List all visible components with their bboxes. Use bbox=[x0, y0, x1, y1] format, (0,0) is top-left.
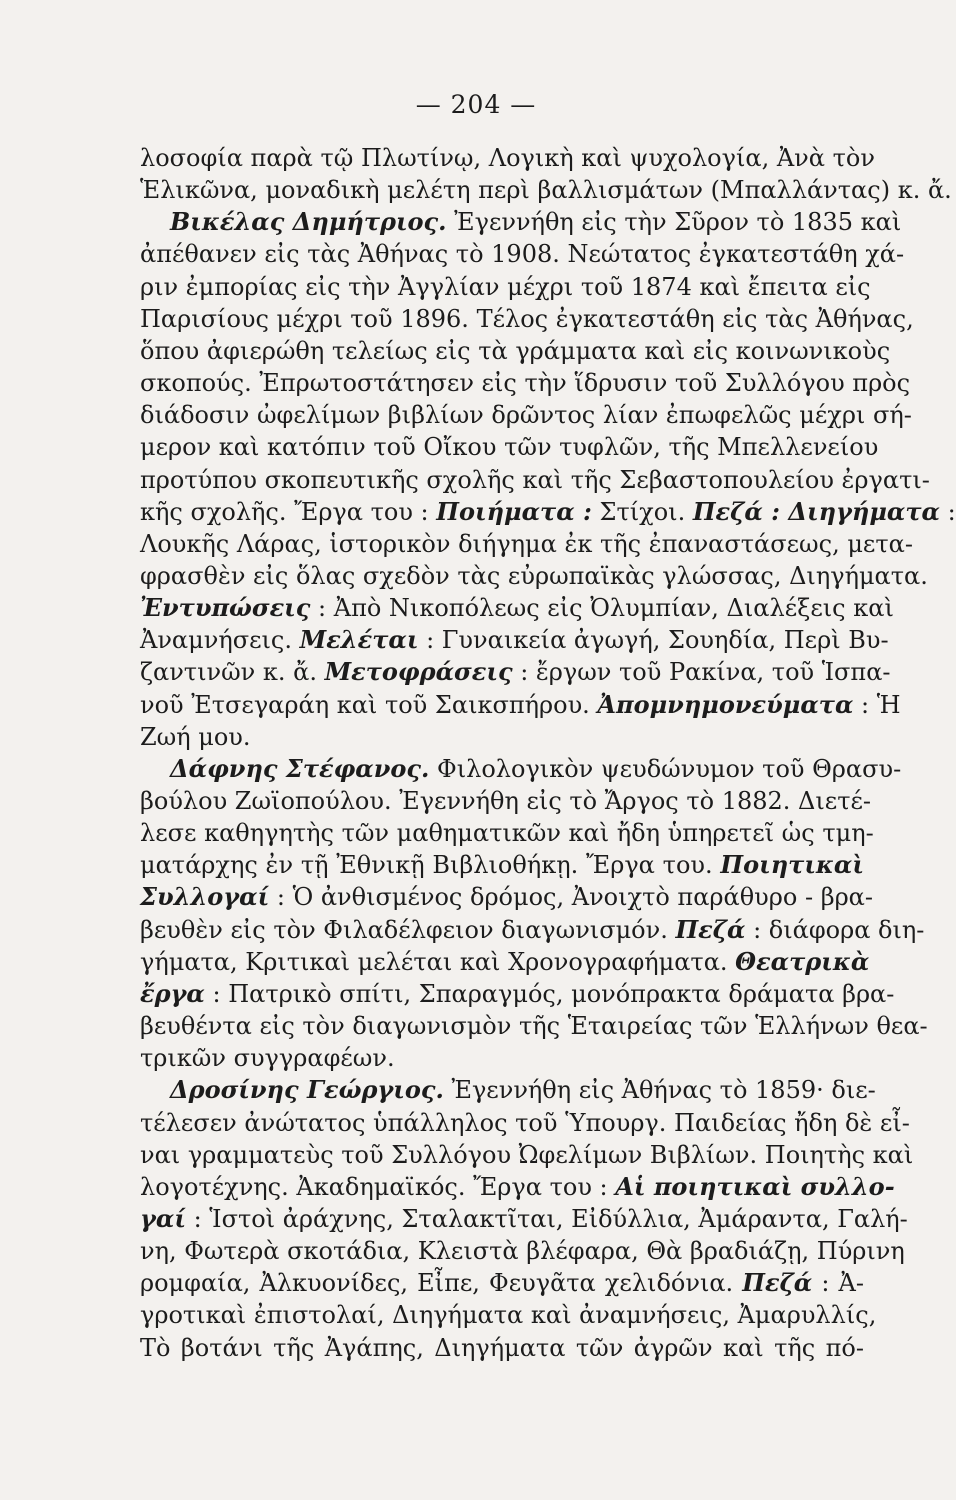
text-segment: ὅπου ἀφιερώθη τελείως εἰς τὰ γράμματα καὶ εἰς κοινωνικοὺς bbox=[140, 336, 891, 365]
text-segment: Τὸ βοτάνι τῆς Ἀγάπης, Διηγήματα τῶν ἀγρῶν καὶ τῆς πό- bbox=[140, 1333, 864, 1362]
emphasis-text: Πεζά bbox=[675, 914, 746, 944]
text-line bbox=[140, 464, 930, 496]
text-segment: : bbox=[940, 497, 956, 526]
text-line bbox=[140, 978, 895, 1010]
text-segment: λοσοφία παρὰ τῷ Πλωτίνῳ, Λογικὴ καὶ ψυχολογία, Ἀνὰ τὸν bbox=[140, 144, 875, 172]
text-segment: Ἑλικῶνα, μοναδικὴ μελέτη περὶ βαλλισμάτων (Μπαλλάντας) κ. ἄ. bbox=[140, 176, 952, 205]
text-segment: Ἐγεννήθη εἰς τὴν Σῦρον τὸ 1835 καὶ bbox=[446, 208, 902, 237]
text-line bbox=[140, 303, 914, 335]
text-segment: ρομφαία, Ἀλκυονίδες, Εἶπε, Φευγᾶτα χελιδόνια. bbox=[140, 1269, 743, 1298]
text-line bbox=[140, 238, 905, 270]
text-segment: διάδοσιν ὠφελίμων βιβλίων δρῶντος λίαν ἐπωφελῶς μέχρι σή- bbox=[140, 401, 912, 430]
text-segment: γροτικαὶ ἐπιστολαί, Διηγήματα καὶ ἀναμνήσεις, Ἀμαρυλλίς, bbox=[140, 1301, 877, 1330]
emphasis-text: Πεζά bbox=[742, 1268, 813, 1298]
text-segment: βούλου Ζωϊοπούλου. Ἐγεννήθη εἰς τὸ Ἄργος τὸ 1882. Διετέ- bbox=[140, 787, 872, 815]
text-segment: μερον καὶ κατόπιν τοῦ Οἴκου τῶν τυφλῶν, τῆς Μπελλενείου bbox=[140, 433, 879, 462]
text-line bbox=[140, 1010, 928, 1042]
text-line bbox=[170, 1074, 876, 1106]
text-segment: ναι γραμματεὺς τοῦ Συλλόγου Ὠφελίμων Βιβλίων. Ποιητὴς καὶ bbox=[140, 1140, 914, 1169]
text-segment: τέλεσεν ἀνώτατος ὑπάλληλος τοῦ Ὑπουργ. Παιδείας ἤδη δὲ εἶ- bbox=[140, 1108, 910, 1137]
text-segment: Παρισίους μέχρι τοῦ 1896. Τέλος ἐγκατεστάθη εἰς τὰς Ἀθήνας, bbox=[140, 304, 914, 333]
text-line bbox=[140, 721, 864, 753]
text-segment: Ἀναμνήσεις. bbox=[140, 626, 300, 655]
text-line bbox=[140, 174, 952, 206]
text-line bbox=[140, 689, 901, 721]
emphasis-text: Ἐντυπώσεις bbox=[140, 593, 311, 623]
text-segment: βευθέντα εἰς τὸν διαγωνισμὸν τῆς Ἑταιρείας τῶν Ἑλλήνων θεα- bbox=[140, 1012, 928, 1041]
text-line bbox=[140, 1203, 908, 1235]
emphasis-text: Ἀπομνημονεύματα bbox=[597, 689, 854, 719]
text-segment: ἀπέθανεν εἰς τὰς Ἀθήνας τὸ 1908. Νεώτατος ἐγκατεστάθη χά- bbox=[140, 240, 905, 269]
emphasis-text: Ποιήματα : bbox=[436, 496, 592, 526]
text-line bbox=[140, 335, 891, 367]
text-line bbox=[140, 817, 874, 849]
emphasis-text: γαί bbox=[140, 1203, 186, 1233]
text-segment: : Πατρικὸ σπίτι, Σπαραγμός, μονόπρακτα δράματα βρα- bbox=[204, 979, 895, 1008]
text-line bbox=[140, 271, 871, 303]
text-line bbox=[140, 849, 864, 881]
text-line bbox=[140, 1235, 905, 1267]
text-segment: σκοπούς. Ἐπρωτοστάτησεν εἰς τὴν ἵδρυσιν τοῦ Συλλόγου πρὸς bbox=[140, 369, 911, 398]
text-line bbox=[140, 624, 889, 656]
text-line bbox=[140, 946, 870, 978]
text-segment: γήματα, Κριτικαὶ μελέται καὶ Χρονογραφήματα. bbox=[140, 947, 736, 976]
text-line bbox=[140, 1332, 864, 1364]
text-segment: Ζωή μου. bbox=[140, 722, 251, 751]
text-line bbox=[140, 431, 879, 463]
text-segment: : Ἀπὸ Νικοπόλεως εἰς Ὀλυμπίαν, Διαλέξεις καὶ bbox=[310, 594, 894, 623]
text-segment: λογοτέχνης. Ἀκαδημαϊκός. Ἔργα του : bbox=[140, 1172, 616, 1201]
text-segment: : Ἱστοὶ ἀράχνης, Σταλακτῖται, Εἰδύλλια, Ἀμάραντα, Γαλή- bbox=[185, 1204, 908, 1233]
text-segment: τρικῶν συγγραφέων. bbox=[140, 1044, 395, 1073]
text-segment: : ἔργων τοῦ Ρακίνα, τοῦ Ἱσπα- bbox=[512, 658, 891, 687]
text-line bbox=[140, 1139, 914, 1171]
text-segment: : Ὁ ἀνθισμένος δρόμος, Ἀνοιχτὸ παράθυρο - βρα- bbox=[269, 883, 873, 912]
text-line bbox=[140, 1107, 910, 1139]
text-line bbox=[170, 206, 902, 238]
emphasis-text: Ποιητικαὶ bbox=[720, 850, 864, 880]
text-line bbox=[140, 1171, 895, 1203]
text-line bbox=[140, 367, 911, 399]
emphasis-text: Αἱ ποιητικαὶ συλλο- bbox=[615, 1171, 895, 1201]
text-line bbox=[140, 592, 894, 624]
emphasis-text: Δάφνης Στέφανος. bbox=[170, 753, 430, 783]
emphasis-text: Συλλογαί bbox=[140, 882, 270, 912]
text-segment: ριν ἐμπορίας εἰς τὴν Ἀγγλίαν μέχρι τοῦ 1874 καὶ ἔπειτα εἰς bbox=[140, 272, 871, 301]
text-segment: βευθὲν εἰς τὸν Φιλαδέλφειον διαγωνισμόν. bbox=[140, 915, 676, 944]
text-line bbox=[140, 399, 912, 431]
text-line bbox=[140, 785, 872, 817]
text-line bbox=[140, 142, 875, 174]
emphasis-text: Μελέται bbox=[299, 625, 419, 655]
text-segment: νοῦ Ἐτσεγαράη καὶ τοῦ Σαικσπήρου. bbox=[140, 690, 598, 719]
text-line bbox=[140, 881, 873, 913]
text-segment: ζαντινῶν κ. ἄ. bbox=[140, 658, 325, 687]
emphasis-text: Μετοφράσεις bbox=[324, 657, 513, 687]
text-segment: : Γυναικεία ἀγωγή, Σουηδία, Περὶ Βυ- bbox=[418, 626, 889, 655]
text-segment: λεσε καθηγητὴς τῶν μαθηματικῶν καὶ ἤδη ὑπηρετεῖ ὡς τμη- bbox=[140, 819, 874, 848]
text-segment: Λουκῆς Λάρας, ἱστορικὸν διήγημα ἐκ τῆς ἐπαναστάσεως, μετα- bbox=[140, 529, 913, 558]
page-number: — 204 — bbox=[415, 90, 537, 119]
text-line bbox=[140, 560, 928, 592]
text-segment: Φιλολογικὸν ψευδώνυμον τοῦ Θρασυ- bbox=[429, 754, 902, 783]
text-line bbox=[140, 656, 891, 688]
emphasis-text: Δροσίνης Γεώργιος. bbox=[170, 1075, 444, 1105]
text-segment: ματάρχης ἐν τῇ Ἐθνικῇ Βιβλιοθήκῃ. Ἔργα του. bbox=[140, 851, 721, 880]
text-line bbox=[140, 496, 956, 528]
text-line bbox=[140, 1267, 864, 1299]
emphasis-text: Βικέλας Δημήτριος. bbox=[170, 207, 447, 237]
text-segment: κῆς σχολῆς. Ἔργα του : bbox=[140, 497, 437, 526]
text-line bbox=[140, 914, 925, 946]
text-segment: : διάφορα διη- bbox=[745, 915, 925, 944]
text-segment: προτύπου σκοπευτικῆς σχολῆς καὶ τῆς Σεβαστοπουλείου ἐργατι- bbox=[140, 465, 930, 494]
text-segment: νη, Φωτερὰ σκοτάδια, Κλειστὰ βλέφαρα, Θὰ βραδιάζῃ, Πύρινη bbox=[140, 1237, 905, 1266]
text-line bbox=[170, 753, 902, 785]
emphasis-text: ἔργα bbox=[140, 978, 205, 1008]
emphasis-text: Πεζά : Διηγήματα bbox=[692, 496, 940, 526]
emphasis-text: Θεατρικὰ bbox=[735, 946, 870, 976]
text-segment: Στίχοι. bbox=[591, 497, 693, 526]
text-segment: φρασθὲν εἰς ὅλας σχεδὸν τὰς εὐρωπαϊκὰς γλώσσας, Διηγήματα. bbox=[140, 561, 928, 590]
text-line bbox=[140, 1299, 877, 1331]
text-line bbox=[140, 1042, 864, 1074]
text-segment: Ἐγεννήθη εἰς Ἀθήνας τὸ 1859· διε- bbox=[443, 1076, 876, 1105]
text-segment: : Ἀ- bbox=[812, 1269, 864, 1298]
text-segment: : Ἡ bbox=[853, 690, 901, 719]
text-line bbox=[140, 528, 913, 560]
